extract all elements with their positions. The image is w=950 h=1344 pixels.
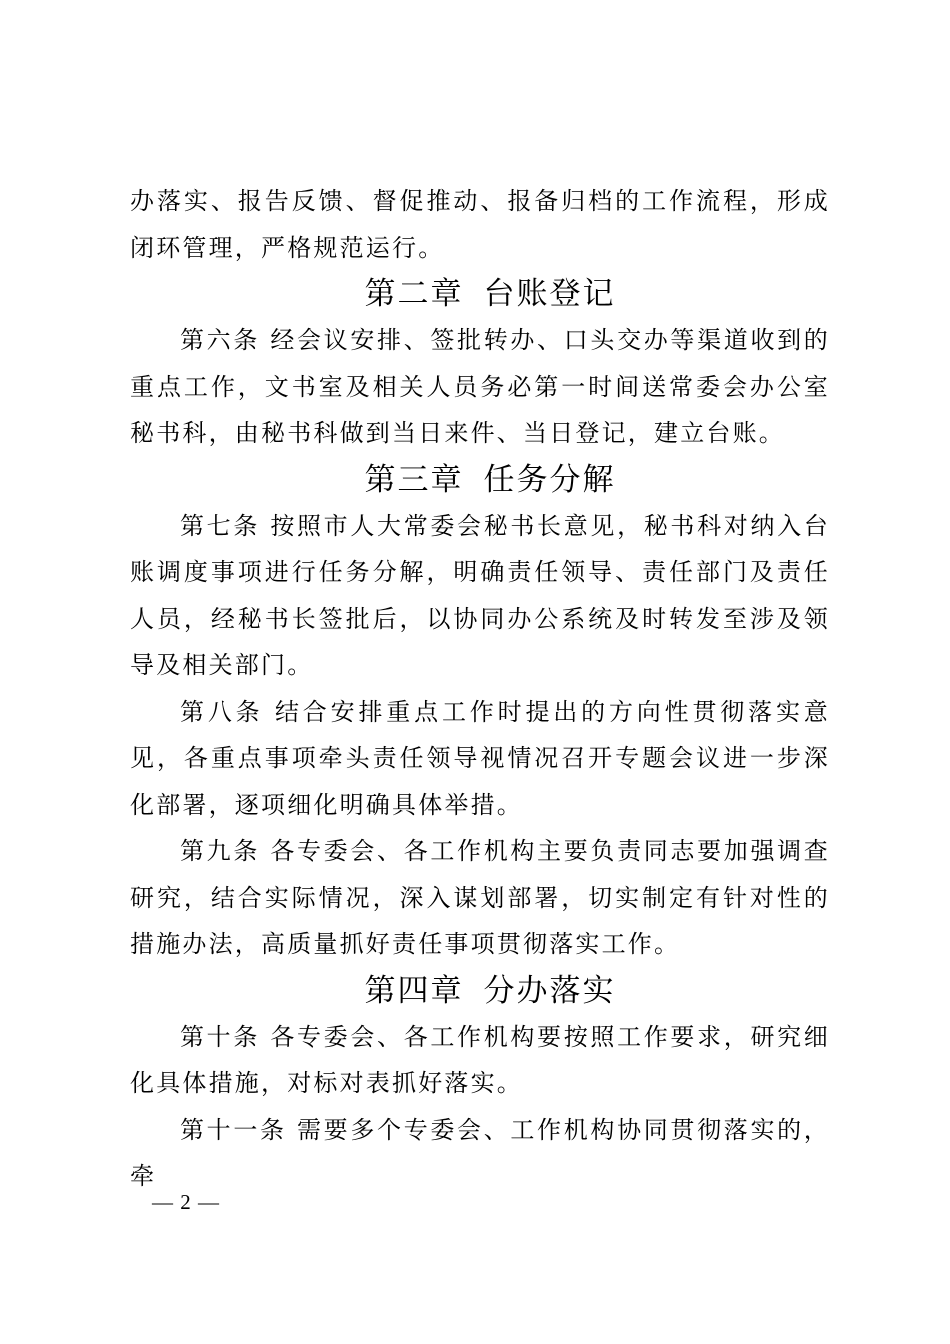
article-paragraph: 第十一条 需要多个专委会、工作机构协同贯彻落实的，牵	[130, 1115, 830, 1190]
chapter-title: 任务分解	[483, 461, 616, 498]
document-body	[130, 178, 830, 1200]
chapter-title: 分办落实	[483, 972, 616, 1009]
page-number: — 2 —	[152, 1190, 220, 1214]
article-paragraph: 第七条 按照市人大常委会秘书长意见，秘书科对纳入台账调度事项进行任务分解，明确责任领导、责任部门及责任人员，经秘书长签批后，以协同办公系统及时转发至涉及领导及相关部门。	[130, 511, 830, 679]
chapter-title: 台账登记	[483, 276, 616, 312]
article-paragraph: 办落实、报告反馈、督促推动、报备归档的工作流程，形成闭环管理，严格规范运行。	[130, 187, 830, 262]
article-paragraph: 第六条 经会议安排、签批转办、口头交办等渠道收到的重点工作，文书室及相关人员务必第一时间送常委会办公室秘书科，由秘书科做到当日来件、当日登记，建立台账。	[130, 326, 830, 447]
chapter-heading	[130, 271, 830, 317]
chapter-heading	[130, 968, 830, 1014]
chapter-number: 第三章	[364, 461, 464, 498]
chapter-heading	[130, 457, 830, 503]
article-paragraph: 第十条 各专委会、各工作机构要按照工作要求，研究细化具体措施，对标对表抓好落实。	[130, 1022, 830, 1097]
article-paragraph: 第八条 结合安排重点工作时提出的方向性贯彻落实意见，各重点事项牵头责任领导视情况召开专题会议进一步深化部署，逐项细化明确具体举措。	[130, 697, 830, 819]
chapter-number: 第二章	[364, 276, 464, 312]
article-paragraph: 第九条 各专委会、各工作机构主要负责同志要加强调查研究，结合实际情况，深入谋划部署，切实制定有针对性的措施办法，高质量抓好责任事项贯彻落实工作。	[130, 837, 830, 958]
chapter-number: 第四章	[364, 972, 464, 1009]
